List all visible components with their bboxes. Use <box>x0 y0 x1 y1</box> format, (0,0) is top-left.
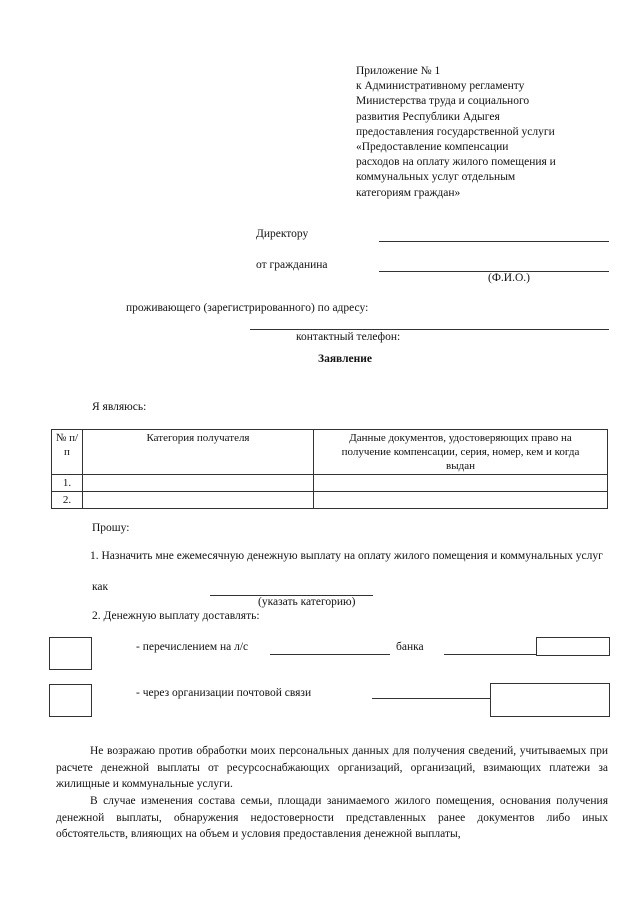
address-label: проживающего (зарегистрированного) по адресу: <box>126 302 369 314</box>
row-documents[interactable] <box>314 475 608 492</box>
change-notice-paragraph: В случае изменения состава семьи, площади занимаемого жилого помещения, основания получения денежной выплаты, обнаружения недостоверности представленных ранее документов либо иных обстоятельств, влияющих на объем и условия предоставления денежной выплаты, <box>56 795 608 840</box>
address-field[interactable] <box>250 329 609 330</box>
post-office-field[interactable] <box>372 698 490 699</box>
table-row <box>52 492 608 509</box>
header-documents: Данные документов, удостоверяющих право на получение компенсации, серия, номер, кем и когда выдан <box>314 430 608 475</box>
header-num: № п/п <box>52 430 83 475</box>
appendix-line: Министерства труда и социального <box>356 95 530 108</box>
appendix-line: развития Республики Адыгея <box>356 110 500 123</box>
kak-label: как <box>92 581 109 593</box>
appendix-line: «Предоставление компенсации <box>356 141 509 154</box>
row-num: 2. <box>52 492 83 509</box>
fio-hint: (Ф.И.О.) <box>488 272 530 284</box>
request-heading: Прошу: <box>92 522 130 534</box>
director-field[interactable] <box>379 241 609 242</box>
from-citizen-label: от гражданина <box>256 259 328 271</box>
row-category[interactable] <box>83 475 314 492</box>
document-title: Заявление <box>318 353 373 365</box>
consent-paragraph: Не возражаю против обработки моих персональных данных для получения сведений, учитываемых при расчете денежной выплаты от ресурсоснабжающих организаций, организаций, взимающих платежи за жилищные и коммунальные услуги. <box>56 745 608 790</box>
request-item-2: 2. Денежную выплату доставлять: <box>92 610 260 622</box>
appendix-line: коммунальных услуг отдельным <box>356 171 516 184</box>
appendix-line: категориям граждан» <box>356 186 461 199</box>
bank-label: банка <box>396 641 424 653</box>
table-row <box>52 475 608 492</box>
appendix-block <box>356 64 556 201</box>
appendix-line: к Административному регламенту <box>356 80 525 93</box>
row-num: 1. <box>52 475 83 492</box>
option-account-label: - перечислением на л/с <box>136 641 249 653</box>
appendix-line: предоставления государственной услуги <box>356 125 555 138</box>
row-category[interactable] <box>83 492 314 509</box>
header-category: Категория получателя <box>83 430 314 475</box>
row-documents[interactable] <box>314 492 608 509</box>
request-item-1: 1. Назначить мне ежемесячную денежную выплату на оплату жилого помещения и коммунальных услуг <box>90 550 603 562</box>
director-label: Директору <box>256 228 309 240</box>
account-number-field[interactable] <box>270 654 390 655</box>
category-table <box>51 429 608 509</box>
appendix-line: расходов на оплату жилого помещения и <box>356 156 556 169</box>
bank-code-box[interactable] <box>536 637 610 656</box>
option-account-checkbox[interactable] <box>49 637 92 670</box>
option-post-label: - через организации почтовой связи <box>136 687 312 699</box>
category-hint: (указать категорию) <box>258 596 356 608</box>
appendix-line: Приложение № 1 <box>356 65 441 77</box>
bank-name-field[interactable] <box>444 654 536 655</box>
phone-label: контактный телефон: <box>296 331 401 343</box>
post-office-box[interactable] <box>490 683 610 717</box>
option-post-checkbox[interactable] <box>49 684 92 717</box>
table-header-row <box>52 430 608 475</box>
intro-text: Я являюсь: <box>92 401 147 413</box>
